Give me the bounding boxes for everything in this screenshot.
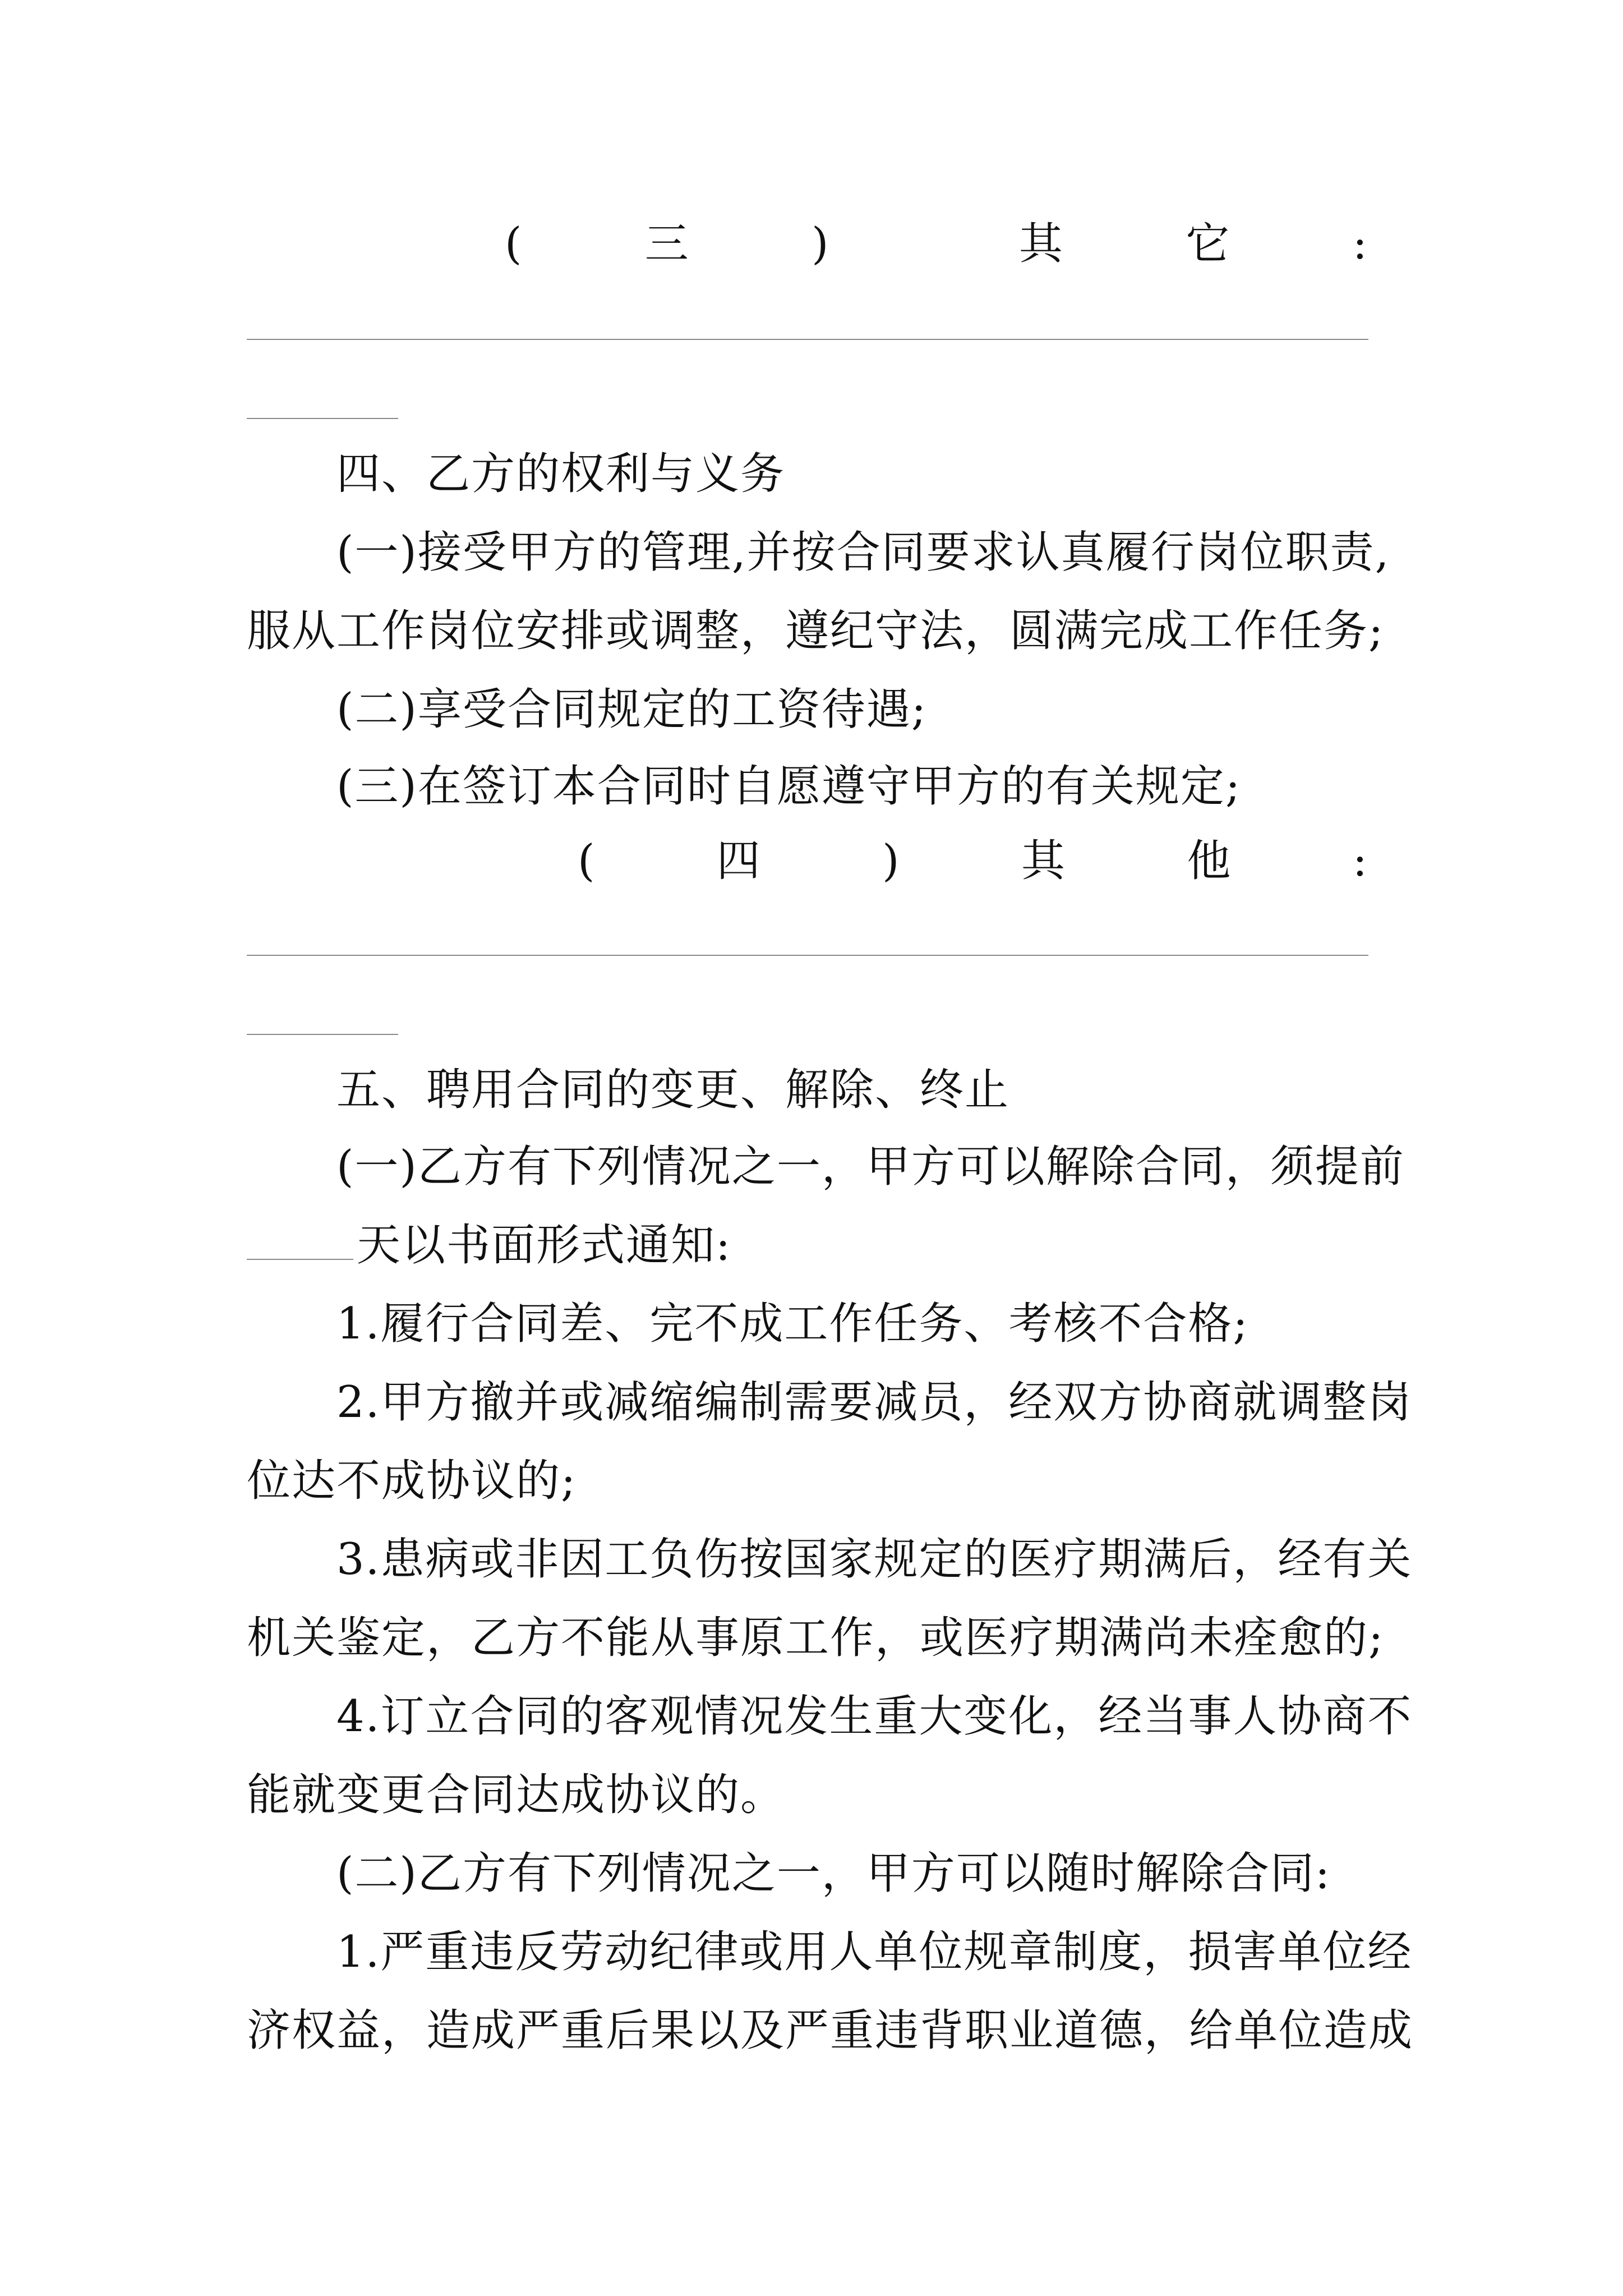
section4-item2: (二)享受合同规定的工资待遇; xyxy=(336,684,928,735)
notice-days-text: 天以书面形式通知: xyxy=(357,1220,732,1271)
section5-item2: (二)乙方有下列情况之一，甲方可以随时解除合同: xyxy=(336,1848,1331,1899)
section5-sub3-line1: 3.患病或非因工负伤按国家规定的医疗期满后，经有关 xyxy=(336,1534,1413,1585)
section5-sub3-line2: 机关鉴定，乙方不能从事原工作，或医疗期满尚未痊愈的; xyxy=(247,1613,1385,1663)
section5-item2-sub1-line1: 1.严重违反劳动纪律或用人单位规章制度，损害单位经 xyxy=(336,1927,1413,1977)
ordinal-char: 三 xyxy=(644,219,690,269)
label-char-2: 他 xyxy=(1187,836,1232,886)
section3-other-line xyxy=(505,216,1368,272)
section5-sub2-line2: 位达不成协议的; xyxy=(247,1456,577,1506)
section5-sub4-line1: 4.订立合同的客观情况发生重大变化，经当事人协商不 xyxy=(336,1691,1413,1742)
open-paren: ( xyxy=(505,219,523,269)
label-char-1: 其 xyxy=(1018,219,1064,269)
label-char-1: 其 xyxy=(1021,836,1066,886)
section5-item1-line1: (一)乙方有下列情况之一，甲方可以解除合同，须提前 xyxy=(336,1142,1405,1192)
fill-in-blank-line xyxy=(247,339,1368,340)
section4-item1-line2: 服从工作岗位安排或调整，遵纪守法，圆满完成工作任务; xyxy=(247,606,1385,656)
fill-in-blank-line xyxy=(247,955,1368,956)
section4-heading: 四、乙方的权利与义务 xyxy=(336,449,786,499)
section5-heading: 五、聘用合同的变更、解除、终止 xyxy=(336,1065,1010,1115)
section4-item1-line1: (一)接受甲方的管理,并按合同要求认真履行岗位职责, xyxy=(336,527,1390,578)
label-char-2: 它 xyxy=(1186,219,1231,269)
fill-in-blank-line-short xyxy=(247,418,398,419)
colon: : xyxy=(1352,836,1368,886)
notice-days-blank xyxy=(247,1220,353,1260)
section5-sub2-line1: 2.甲方撤并或减缩编制需要减员，经双方协商就调整岗 xyxy=(336,1377,1413,1428)
fill-in-blank-line-short xyxy=(247,1034,398,1035)
section5-sub4-line2: 能就变更合同达成协议的。 xyxy=(247,1770,786,1820)
colon: : xyxy=(1352,219,1368,269)
ordinal-char: 四 xyxy=(716,836,762,886)
open-paren: ( xyxy=(578,836,596,886)
section5-item2-sub1-line2: 济权益，造成严重后果以及严重违背职业道德，给单位造成 xyxy=(247,2005,1414,2056)
section5-sub1: 1.履行合同差、完不成工作任务、考核不合格; xyxy=(336,1299,1249,1349)
section4-item3: (三)在签订本合同时自愿遵守甲方的有关规定; xyxy=(336,761,1242,812)
section5-item1-line2 xyxy=(247,1217,1391,1273)
section4-other-line xyxy=(578,833,1368,889)
close-paren: ) xyxy=(882,836,901,886)
close-paren: ) xyxy=(811,219,830,269)
